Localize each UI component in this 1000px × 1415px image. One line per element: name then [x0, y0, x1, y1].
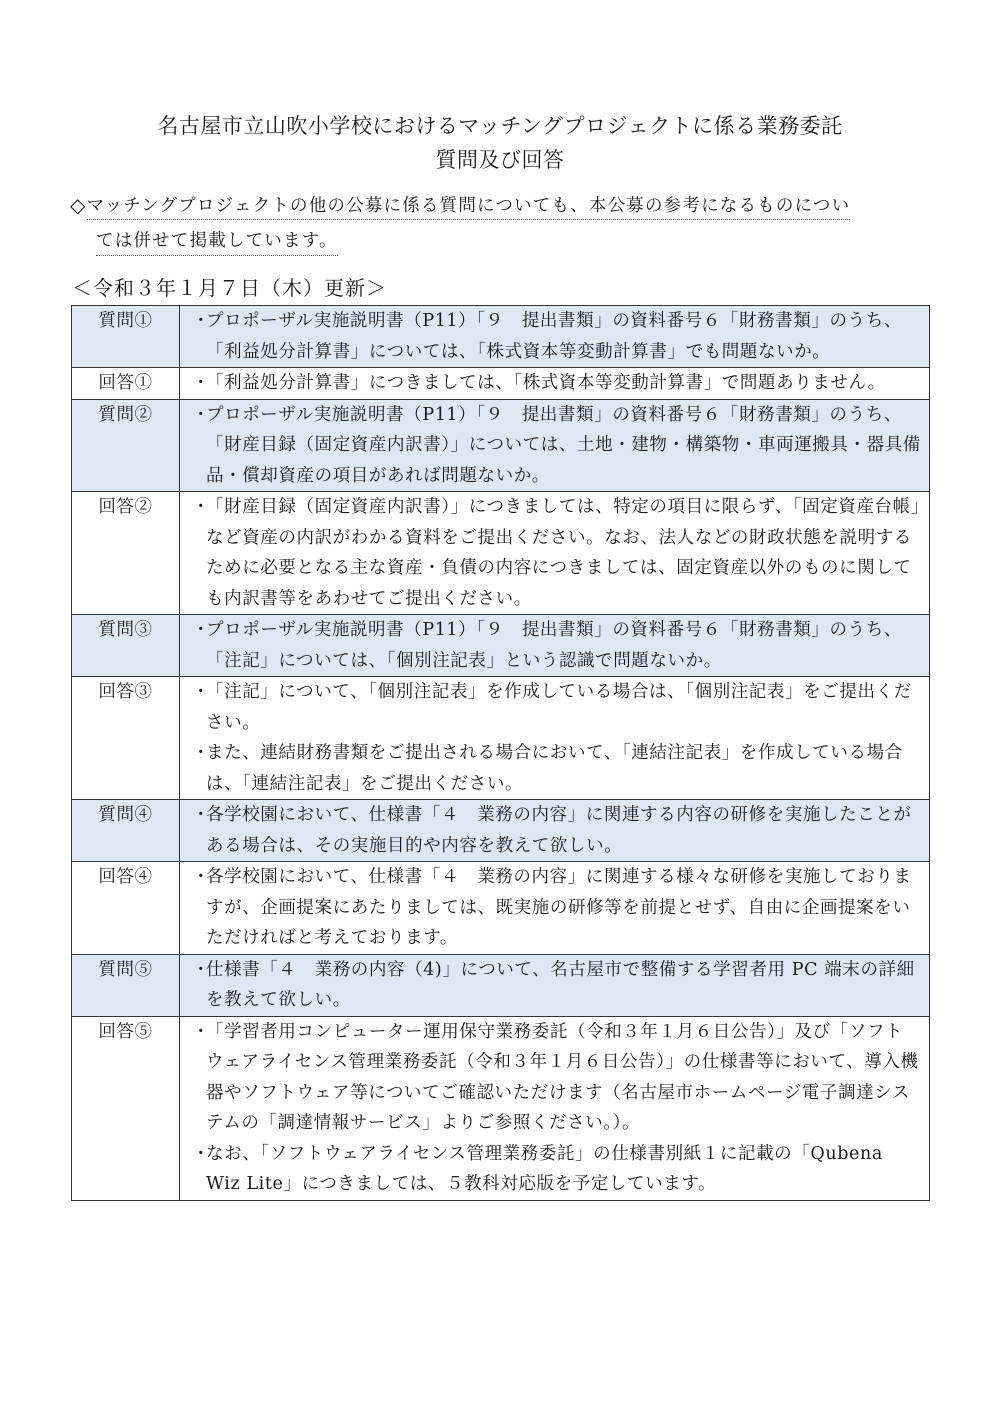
bullet-item — [192, 862, 921, 954]
bullet-icon: ・ — [192, 682, 211, 702]
bullet-item — [192, 368, 921, 399]
bullet-text: プロポーザル実施説明書（P11）「９ 提出書類」の資料番号６「財務書類」のうち、「財産目録（固定資産内訳書）」については、土地・建物・構築物・車両運搬具・器具備品・償却資産の項目があれば問題ないか。 — [206, 404, 921, 486]
answer-row — [72, 862, 930, 955]
bullet-text: プロポーザル実施説明書（P11）「９ 提出書類」の資料番号６「財務書類」のうち、「利益処分計算書」については、「株式資本等変動計算書」でも問題ないか。 — [206, 311, 902, 362]
question-label: 質問⑤ — [72, 954, 180, 1016]
answer-label: 回答⑤ — [72, 1016, 180, 1200]
bullet-text: 各学校園において、仕様書「４ 業務の内容」に関連する内容の研修を実施したことがある場合は、その実施目的や内容を教えて欲しい。 — [206, 805, 912, 856]
bullet-text: また、連結財務書類をご提出される場合において、「連結注記表」を作成している場合は、「連結注記表」をご提出ください。 — [206, 743, 903, 794]
answer-label: 回答② — [72, 492, 180, 615]
question-row — [72, 954, 930, 1016]
bullet-icon: ・ — [192, 373, 211, 393]
question-row — [72, 800, 930, 862]
answer-row — [72, 677, 930, 800]
bullet-icon: ・ — [192, 1021, 211, 1042]
bullet-text: 「利益処分計算書」につきましては、「株式資本等変動計算書」で問題ありません。 — [206, 373, 886, 393]
question-text — [180, 615, 930, 677]
update-date: ＜令和３年１月７日（木）更新＞ — [72, 276, 387, 300]
bullet-item — [192, 800, 921, 861]
bullet-text: なお、「ソフトウェアライセンス管理業務委託」の仕様書別紙１に記載の「Qubena Wiz Lite」につきましては、５教科対応版を予定しています。 — [206, 1143, 883, 1194]
bullet-icon: ・ — [192, 497, 211, 517]
bullet-icon: ・ — [192, 743, 211, 763]
bullet-icon: ・ — [192, 867, 211, 887]
question-text — [180, 306, 930, 368]
question-row — [72, 615, 930, 677]
question-label: 質問② — [72, 399, 180, 492]
notice — [70, 192, 940, 256]
question-text — [180, 954, 930, 1016]
bullet-icon: ・ — [192, 620, 211, 640]
bullet-text: 仕様書「４ 業務の内容（4)」について、名古屋市で整備する学習者用 PC 端末の詳細を教えて欲しい。 — [206, 959, 915, 1010]
answer-text — [180, 368, 930, 400]
question-row — [72, 306, 930, 368]
notice-text-2: ては併せて掲載しています。 — [96, 227, 338, 256]
bullet-item — [192, 306, 921, 367]
bullet-item — [192, 400, 921, 492]
answer-label: 回答① — [72, 368, 180, 400]
bullet-item — [192, 492, 921, 614]
answer-row — [72, 1016, 930, 1200]
bullet-item — [192, 955, 921, 1016]
question-label: 質問③ — [72, 615, 180, 677]
bullet-icon: ・ — [192, 1143, 211, 1164]
bullet-item — [192, 615, 921, 676]
bullet-icon: ・ — [192, 311, 211, 331]
notice-text-1: マッチングプロジェクトの他の公募に係る質問についても、本公募の参考になるものについ — [87, 196, 851, 220]
question-label: 質問① — [72, 306, 180, 368]
notice-line-1 — [70, 192, 940, 217]
question-text — [180, 399, 930, 492]
bullet-text: 「財産目録（固定資産内訳書）」につきましては、特定の項目に限らず、「固定資産台帳」など資産の内訳がわかる資料をご提出ください。なお、法人などの財政状態を説明するために必要となる主な資産・負債の内容につきましては、固定資産以外のものに関しても内訳書等をあわせてご提出ください。 — [206, 497, 921, 609]
answer-label: 回答④ — [72, 862, 180, 955]
bullet-item — [192, 738, 921, 799]
bullet-text: 「学習者用コンピューター運用保守業務委託（令和３年１月６日公告）」及び「ソフトウェアライセンス管理業務委託（令和３年１月６日公告）」の仕様書等において、導入機器やソフトウェア等についてご確認いただけます（名古屋市ホームページ電子調達システムの「調達情報サービス」よりご参照ください。）。 — [206, 1021, 919, 1133]
document-subtitle: 質問及び回答 — [435, 148, 565, 172]
question-label: 質問④ — [72, 800, 180, 862]
document-title: 名古屋市立山吹小学校におけるマッチングプロジェクトに係る業務委託 — [157, 114, 843, 138]
bullet-text: 「注記」について、「個別注記表」を作成している場合は、「個別注記表」をご提出ください。 — [206, 682, 912, 733]
bullet-text: プロポーザル実施説明書（P11）「９ 提出書類」の資料番号６「財務書類」のうち、「注記」については、「個別注記表」という認識で問題ないか。 — [206, 620, 902, 671]
bullet-item — [192, 677, 921, 738]
answer-text — [180, 862, 930, 955]
bullet-item — [192, 1139, 921, 1200]
bullet-icon: ・ — [192, 959, 211, 980]
bullet-text: 各学校園において、仕様書「４ 業務の内容」に関連する様々な研修を実施しておりますが、企画提案にあたりましては、既実施の研修等を前提とせず、自由に企画提案をいただければと考えております。 — [206, 867, 912, 948]
answer-row — [72, 492, 930, 615]
question-row — [72, 399, 930, 492]
answer-text — [180, 1016, 930, 1200]
bullet-icon: ・ — [192, 805, 211, 825]
answer-label: 回答③ — [72, 677, 180, 800]
diamond-icon: ◇ — [70, 193, 87, 217]
qa-table — [71, 305, 930, 1201]
answer-text — [180, 677, 930, 800]
answer-text — [180, 492, 930, 615]
bullet-icon: ・ — [192, 404, 211, 425]
answer-row — [72, 368, 930, 400]
question-text — [180, 800, 930, 862]
bullet-item — [192, 1017, 921, 1139]
